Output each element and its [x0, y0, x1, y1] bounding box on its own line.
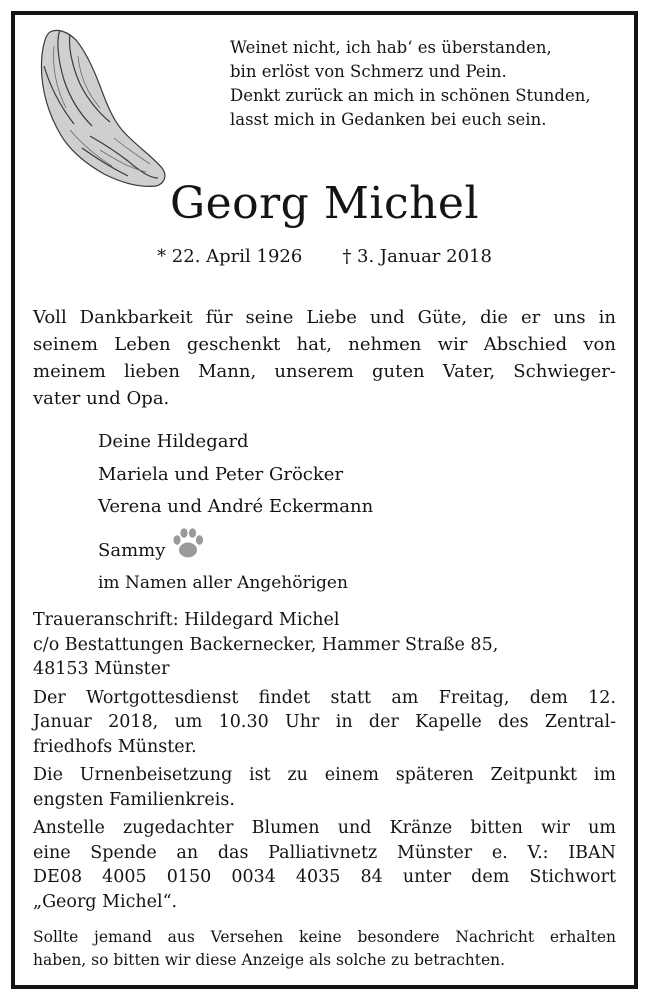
address-line: c/o Bestattungen Backernecker, Hammer Straße 85,: [33, 634, 499, 655]
life-dates: [0, 244, 649, 270]
birth-date: * 22. April 1926: [157, 246, 303, 267]
burial-line: engsten Familienkreis.: [33, 789, 235, 810]
death-date: † 3. Januar 2018: [342, 246, 492, 267]
family-member: Verena und André Eckermann: [98, 496, 374, 517]
family-list: [98, 426, 518, 600]
paw-print-icon: [169, 524, 207, 562]
pet-name: Sammy: [98, 539, 166, 561]
poem-line: Weinet nicht, ich hab‘ es überstanden,: [230, 38, 552, 57]
family-closing: im Namen aller Angehörigen: [98, 573, 348, 593]
poem: [230, 36, 610, 132]
donation-info: [33, 816, 616, 914]
intro-line: seinem Leben geschenkt hat, nehmen wir Abschied von: [33, 334, 616, 355]
deceased-name: Georg Michel: [169, 178, 480, 229]
service-line: Januar 2018, um 10.30 Uhr in der Kapelle des Zentral-: [33, 712, 616, 732]
footnote: [33, 926, 616, 972]
service-info: [33, 686, 616, 760]
service-line: Der Wortgottesdienst findet statt am Freitag, dem 12.: [33, 687, 616, 708]
donation-line: Anstelle zugedachter Blumen und Kränze bitten wir um: [33, 818, 616, 838]
intro-text: [33, 304, 616, 412]
donation-line: „Georg Michel“.: [33, 891, 178, 912]
donation-line: eine Spende an das Palliativnetz Münster e. V.: IBAN: [33, 842, 616, 863]
service-line: friedhofs Münster.: [33, 736, 197, 757]
intro-line: vater und Opa.: [33, 388, 170, 409]
poem-line: lasst mich in Gedanken bei euch sein.: [230, 110, 547, 129]
family-member-pet: [98, 524, 518, 568]
funeral-address: [33, 608, 616, 682]
intro-line: meinem lieben Mann, unserem guten Vater, Schwieger-: [33, 361, 616, 382]
praying-hands-icon: [30, 26, 172, 196]
info-section: [33, 608, 616, 918]
burial-line: Die Urnenbeisetzung ist zu einem späteren Zeitpunkt im: [33, 765, 616, 785]
address-line: Traueranschrift: Hildegard Michel: [33, 610, 340, 630]
footnote-line: Sollte jemand aus Versehen keine besondere Nachricht erhalten: [33, 928, 616, 946]
donation-line: DE08 4005 0150 0034 4035 84 unter dem Stichwort: [33, 867, 616, 887]
intro-line: Voll Dankbarkeit für seine Liebe und Güte, die er uns in: [33, 307, 616, 328]
footnote-line: haben, so bitten wir diese Anzeige als solche zu betrachten.: [33, 951, 506, 969]
address-line: 48153 Münster: [33, 659, 170, 679]
family-member: Mariela und Peter Gröcker: [98, 463, 344, 485]
poem-line: bin erlöst von Schmerz und Pein.: [230, 62, 507, 81]
burial-info: [33, 763, 616, 812]
family-member: Deine Hildegard: [98, 431, 249, 452]
poem-line: Denkt zurück an mich in schönen Stunden,: [230, 86, 591, 105]
